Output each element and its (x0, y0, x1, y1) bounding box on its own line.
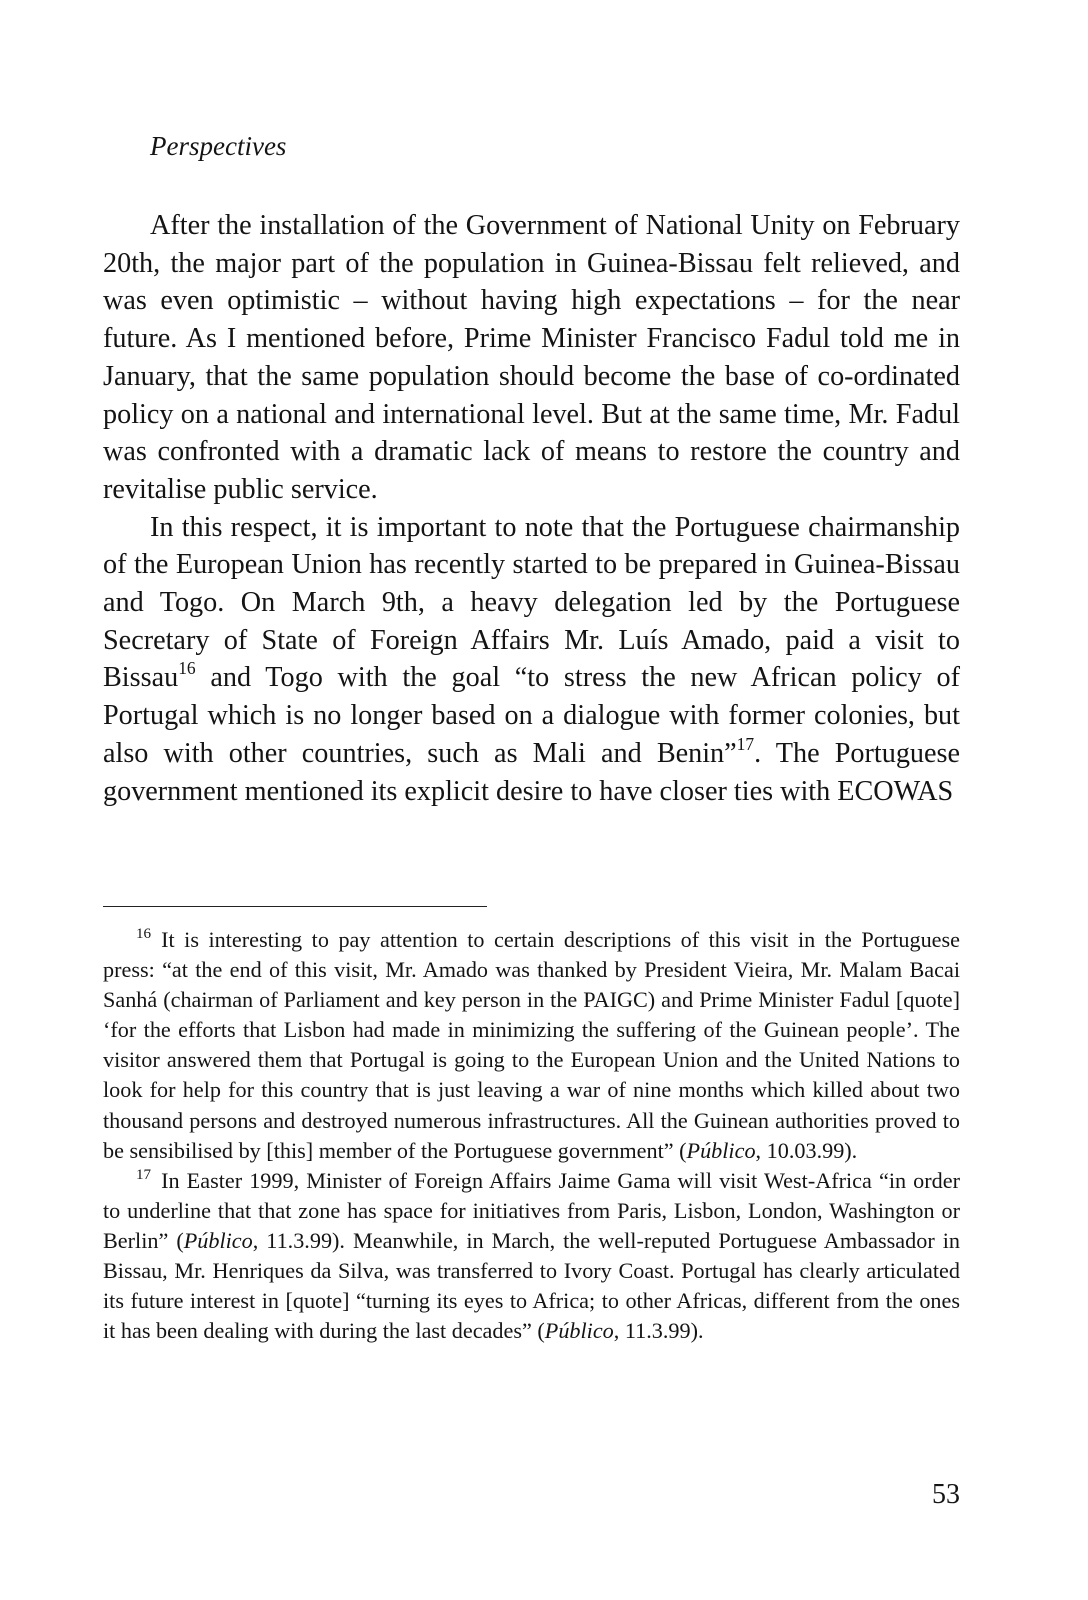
paragraph-2-part-3: . The Portuguese government mentioned its explicit desire to have closer ties with ECOWAS (103, 737, 960, 807)
paragraph-2-part-1: In this respect, it is important to note that the Portuguese chairmanship of the European Union has recently started to be prepared in Guinea-Bissau and Togo. On March 9th, a heavy delegation led by the Portuguese Secretary of State of Foreign Affairs Mr. Luís Amado, paid a visit to Bissau (103, 511, 960, 694)
main-text (103, 207, 960, 810)
footnote-16-marker: 16 (136, 925, 152, 942)
footnote-17-marker: 17 (136, 1166, 152, 1183)
footnote-ref-17: 17 (736, 733, 755, 754)
footnote-17-source-2: Público (544, 1318, 614, 1344)
section-heading: Perspectives (150, 131, 287, 161)
footnote-16-date: , 10.03.99). (755, 1137, 858, 1163)
page-number: 53 (932, 1479, 960, 1510)
footnote-17-text-3: , 11.3.99). (613, 1318, 704, 1344)
footnote-16-text: It is interesting to pay attention to certain descriptions of this visit in the Portuguese press: “at the end of this visit, Mr. Amado was thanked by President Vieira, Mr. Malam Bacai Sanhá (chairman of Parliament and key person in the PAIGC) and Prime Minister Fadul [quote] ‘for the efforts that Lisbon had made in minimizing the suffering of the Guinean people’. The visitor answered them that Portugal is going to the European Union and the United Nations to look for help for this country that is just leaving a war of nine months which killed about two thousand persons and destroyed numerous infrastructures. All the Guinean authorities proved to be sensibilised by [this] member of the Portuguese government” ( (103, 927, 960, 1163)
footnote-16-source: Público (686, 1137, 756, 1163)
footnote-17-text-2: , 11.3.99). Meanwhile, in March, the well-reputed Portuguese Ambassador in Bissau, Mr. Henriques da Silva, was transferred to Ivory Coast. Portugal has clearly articulated its future interest in [quote] “turning its eyes to Africa; to other Africas, different from the ones it has been dealing with during the last decades” ( (103, 1227, 960, 1344)
paragraph-2-part-2: and Togo with the goal “to stress the new African policy of Portugal which is no longer based on a dialogue with former colonies, but also with other countries, such as Mali and Benin” (103, 662, 960, 769)
footnote-17-text-1: In Easter 1999, Minister of Foreign Affairs Jaime Gama will visit West-Africa “in order to underline that that zone has space for initiatives from Paris, Lisbon, London, Washington or Berlin” ( (103, 1167, 960, 1253)
footnote-17-source-1: Público (183, 1227, 253, 1253)
footnotes (103, 925, 960, 1346)
book-page (103, 0, 960, 1600)
footnote-ref-16: 16 (178, 658, 196, 679)
footnote-separator (103, 906, 487, 907)
footnote-17 (103, 1166, 960, 1347)
paragraph-2 (103, 509, 960, 811)
footnote-16 (103, 925, 960, 1166)
paragraph-1: After the installation of the Government of National Unity on February 20th, the major part of the population in Guinea-Bissau felt relieved, and was even optimistic – without having high expectations – for the near future. As I mentioned before, Prime Minister Francisco Fadul told me in January, that the same population should become the base of co-ordinated policy on a national and international level. But at the same time, Mr. Fadul was confronted with a dramatic lack of means to restore the country and revitalise public service. (103, 210, 960, 505)
